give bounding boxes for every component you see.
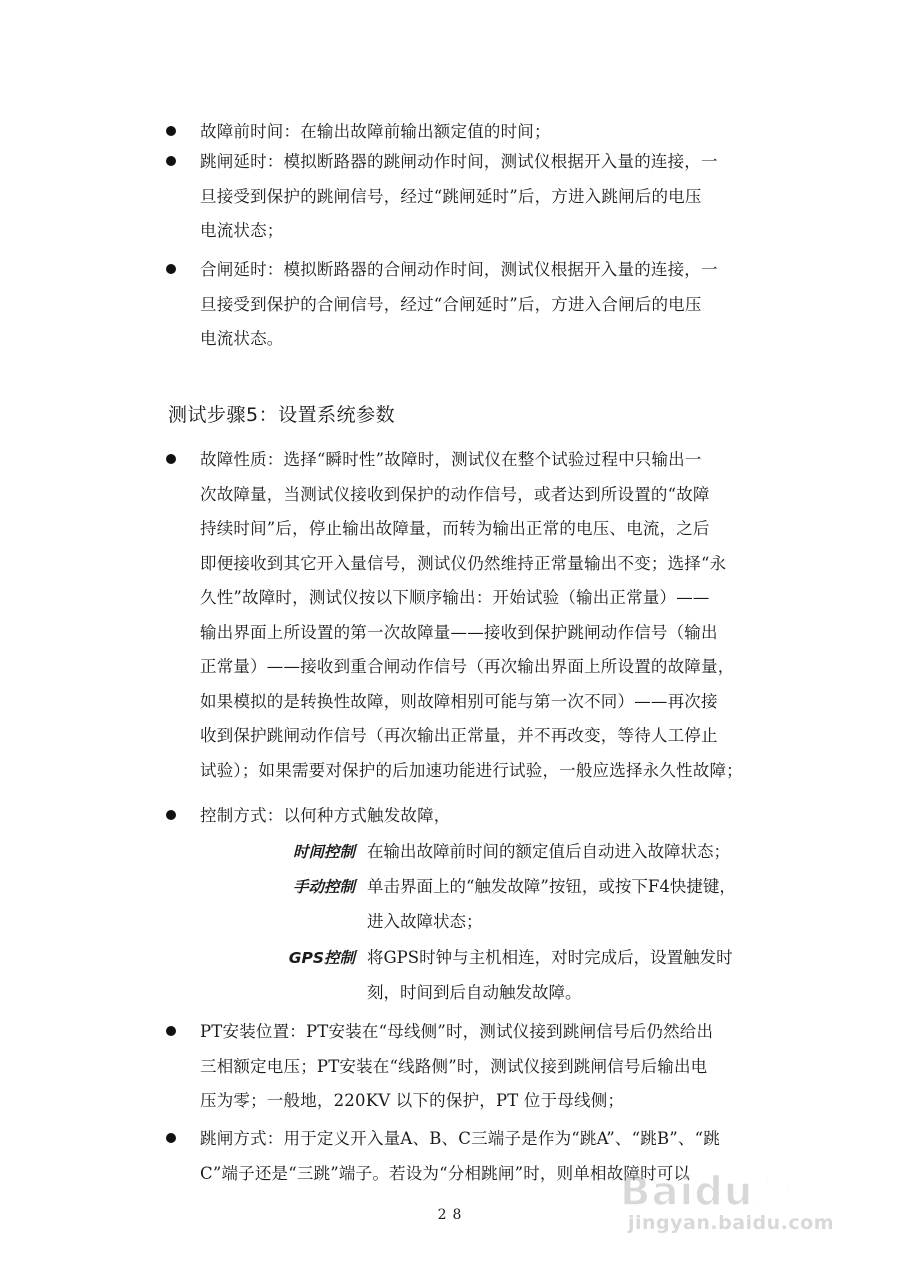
watermark-logo-text: Baidu经验	[620, 1169, 836, 1215]
text-line: 单击界面上的“触发故障”按钮，或按下F4快捷键，	[367, 877, 736, 896]
control-option-manual	[275, 870, 795, 940]
text-line: 次故障量，当测试仪接收到保护的动作信号，或者达到所设置的“故障	[200, 484, 710, 504]
page-number: 28	[437, 1207, 468, 1223]
control-option-label: GPS控制	[288, 949, 355, 967]
bullet-text	[200, 443, 770, 788]
control-option-label: 手动控制	[292, 878, 355, 896]
control-option-time	[275, 835, 795, 870]
text-line: 故障性质：选择“瞬时性”故障时，测试仪在整个试验过程中只输出一	[200, 450, 702, 469]
text-line: PT安装位置：PT安装在“母线侧”时，测试仪接到跳闸信号后仍然给出	[200, 1022, 714, 1041]
section-heading: 测试步骤5：设置系统参数	[168, 404, 396, 426]
text-line: 跳闸方式：用于定义开入量A、B、C三端子是作为“跳A”、“跳B”、“跳	[200, 1129, 720, 1148]
text-line: 正常量）——接收到重合闸动作信号（再次输出界面上所设置的故障量，	[200, 657, 735, 676]
text-line: 压为零；一般地，220KV 以下的保护，PT 位于母线侧；	[200, 1091, 625, 1110]
text-line: 电流状态。	[200, 329, 284, 348]
text-line: 故障前时间：在输出故障前输出额定值的时间；	[200, 122, 551, 141]
text-line: 持续时间”后，停止输出故障量，而转为输出正常的电压、电流，之后	[200, 519, 710, 538]
text-line: 跳闸延时：模拟断路器的跳闸动作时间，测试仪根据开入量的连接，一	[200, 152, 718, 171]
text-line: 收到保护跳闸动作信号（再次输出正常量，并不再改变，等待人工停止	[200, 726, 718, 745]
bullet-text	[200, 1015, 770, 1119]
text-line: 如果模拟的是转换性故障，则故障相别可能与第一次不同）——再次接	[200, 691, 718, 711]
text-line: 输出界面上所设置的第一次故障量——接收到保护跳闸动作信号（输出	[200, 622, 718, 642]
control-option-desc	[367, 835, 787, 870]
bullet-dot	[166, 264, 176, 274]
text-line: 进入故障状态；	[367, 911, 483, 931]
bullet-dot	[166, 126, 176, 136]
text-line: 即便接收到其它开入量信号，测试仪仍然维持正常量输出不变；选择“永	[200, 553, 727, 573]
watermark-url: jingyan.baidu.com	[628, 1212, 834, 1234]
text-line: 将GPS时钟与主机相连，对时完成后，设置触发时	[367, 948, 733, 967]
bullet-text	[200, 799, 770, 834]
bullet-dot	[166, 1133, 176, 1143]
text-line: 久性”故障时，测试仪按以下顺序输出：开始试验（输出正常量）——	[200, 588, 710, 607]
bullet-dot	[166, 454, 176, 464]
text-line: 试验）；如果需要对保护的后加速功能进行试验，一般应选择永久性故障；	[200, 760, 743, 780]
text-line: 旦接受到保护的合闸信号，经过“合闸延时”后，方进入合闸后的电压	[200, 294, 702, 314]
text-line: C”端子还是“三跳”端子。若设为“分相跳闸”时，则单相故障时可以	[200, 1163, 691, 1183]
text-line: 控制方式：以何种方式触发故障，	[200, 806, 451, 825]
text-line: 在输出故障前时间的额定值后自动进入故障状态；	[367, 842, 730, 861]
bullet-dot	[166, 1026, 176, 1036]
text-line: 合闸延时：模拟断路器的合闸动作时间，测试仪根据开入量的连接，一	[200, 260, 718, 279]
control-option-label: 时间控制	[292, 843, 355, 861]
bullet-text	[200, 253, 770, 357]
text-line: 旦接受到保护的跳闸信号，经过“跳闸延时”后，方进入跳闸后的电压	[200, 186, 702, 206]
baidu-watermark	[620, 1160, 850, 1240]
bullet-text	[200, 145, 770, 249]
bullet-dot	[166, 156, 176, 166]
control-option-desc	[367, 941, 787, 1010]
control-option-desc	[367, 870, 787, 939]
text-line: 刻，时间到后自动触发故障。	[367, 982, 582, 1002]
text-line: 三相额定电压；PT安装在“线路侧”时，测试仪接到跳闸信号后输出电	[200, 1056, 708, 1076]
control-option-gps	[275, 941, 795, 1011]
text-line: 电流状态；	[200, 221, 284, 240]
bullet-dot	[166, 810, 176, 820]
